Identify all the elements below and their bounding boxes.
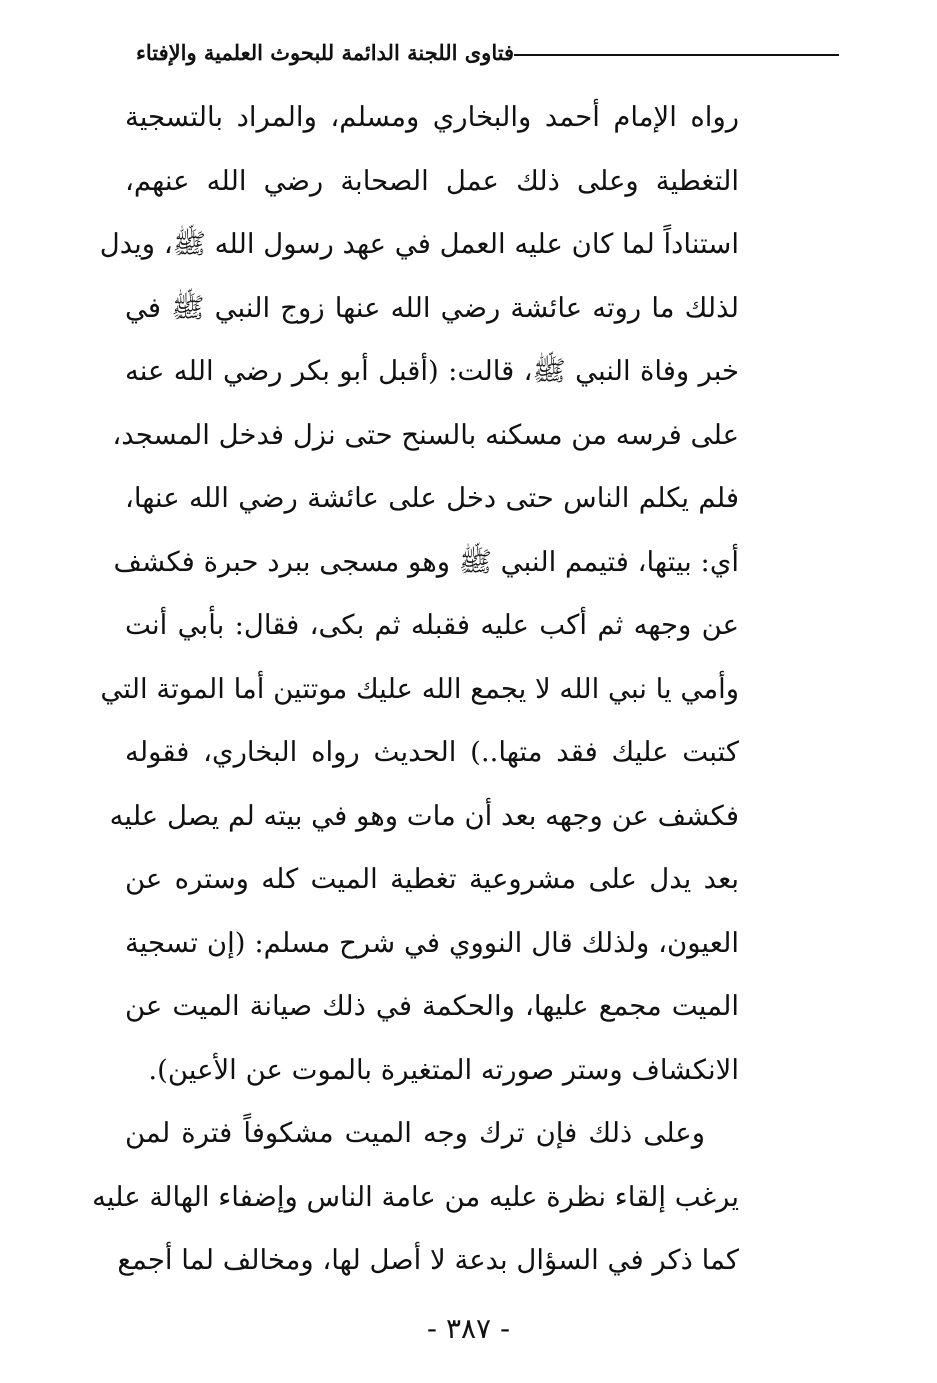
paragraph-2 [92, 1102, 739, 1293]
paragraph-1 [99, 86, 739, 1102]
running-header-title: فتاوى اللجنة الدائمة للبحوث العلمية والإفتاء [136, 39, 515, 65]
text-line: كما ذكر في السؤال بدعة لا أصل لها، ومخالف لما أجمع [117, 1244, 739, 1276]
text-line: استناداً لما كان عليه العمل في عهد رسول الله ﷺ، ويدل [99, 228, 739, 260]
text-line: لذلك ما روته عائشة رضي الله عنها زوج النبي ﷺ في [125, 291, 739, 324]
text-line: فكشف عن وجهه بعد أن مات وهو في بيته لم يصل عليه [109, 799, 739, 832]
text-line: وعلى ذلك فإن ترك وجه الميت مشكوفاً فترة لمن [125, 1117, 705, 1149]
text-line: فلم يكلم الناس حتى دخل على عائشة رضي الله عنها، [125, 482, 739, 514]
text-line: يرغب إلقاء نظرة عليه من عامة الناس وإضفاء الهالة عليه [92, 1180, 739, 1213]
text-line: الميت مجمع عليها، والحكمة في ذلك صيانة الميت عن [125, 990, 739, 1022]
text-line: أي: بيتها، فتيمم النبي ﷺ وهو مسجى ببرد حبرة فكشف [113, 545, 739, 578]
text-line: وأمي يا نبي الله لا يجمع الله عليك موتتين أما الموتة التي [100, 672, 739, 705]
text-line: على فرسه من مسكنه بالسنح حتى نزل فدخل المسجد، [112, 418, 739, 451]
text-line: رواه الإمام أحمد والبخاري ومسلم، والمراد بالتسجية [125, 101, 739, 133]
text-line: كتبت عليك فقد متها..) الحديث رواه البخاري، فقوله [125, 736, 739, 768]
text-line: خبر وفاة النبي ﷺ، قالت: (أقبل أبو بكر رضي الله عنه [125, 355, 739, 387]
text-line: التغطية وعلى ذلك عمل الصحابة رضي الله عنهم، [125, 164, 739, 197]
running-header [128, 30, 839, 74]
page-body [92, 86, 739, 1293]
header-rule [514, 54, 839, 56]
text-line: الانكشاف وستر صورته المتغيرة بالموت عن الأعين). [148, 1053, 739, 1086]
text-line: العيون، ولذلك قال النووي في شرح مسلم: (إن تسجية [125, 926, 739, 959]
page-number: - ٣٨٧ - [426, 1312, 511, 1345]
text-line: عن وجهه ثم أكب عليه فقبله ثم بكى، فقال: بأبي أنت [125, 609, 739, 641]
text-line: بعد يدل على مشروعية تغطية الميت كله وستره عن [125, 863, 739, 895]
